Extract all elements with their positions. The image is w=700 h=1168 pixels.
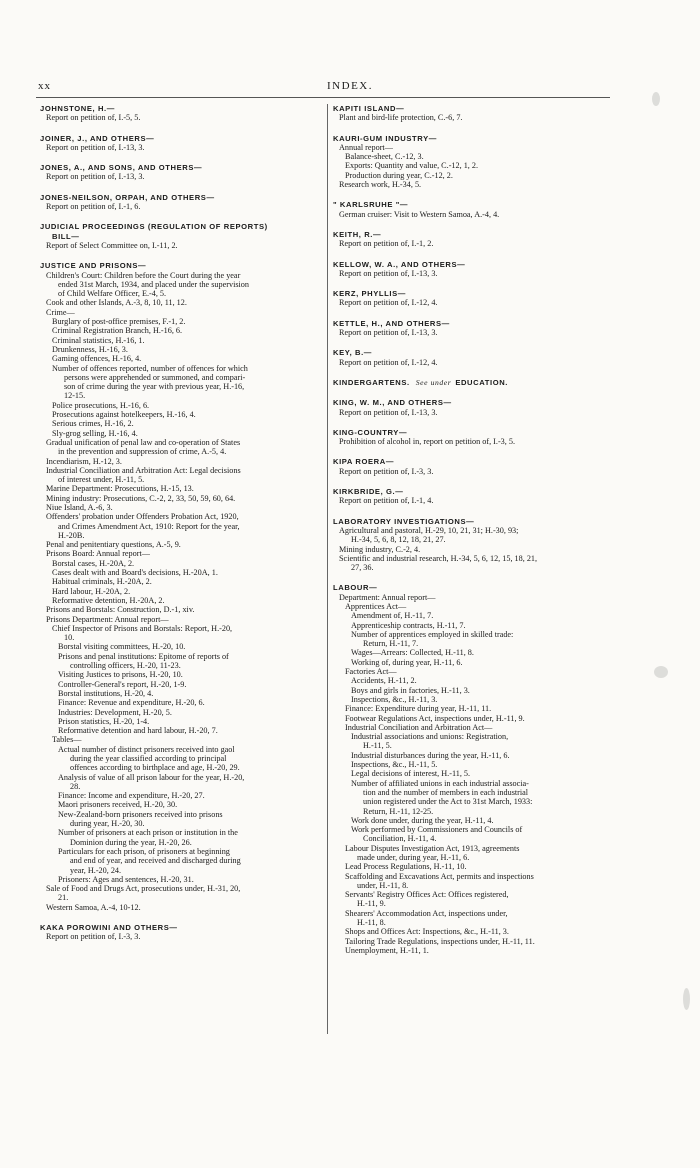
index-line: Hard labour, H.-20A, 2. — [52, 586, 131, 596]
index-line: Chief Inspector of Prisons and Borstals: Report, H.-20, — [52, 623, 233, 633]
see-reference-target: EDUCATION. — [455, 377, 508, 387]
index-line: Shops and Offices Act: Inspections, &c., H.-11, 3. — [345, 927, 509, 937]
index-line: Burglary of post-office premises, F.-1, 2. — [52, 317, 186, 327]
index-line: made under, during year, H.-11, 6. — [357, 853, 470, 862]
index-line: Agricultural and pastoral, H.-29, 10, 21, 31; H.-30, 93; — [339, 525, 519, 535]
index-line: BILL— — [52, 231, 80, 241]
index-line: Report on petition of, I.-13, 3. — [46, 142, 145, 152]
index-entry-heading: JUSTICE AND PRISONS— — [40, 261, 147, 271]
index-entry-heading: " KARLSRUHE "— — [333, 200, 409, 210]
index-line: tion and the number of members in each industrial — [363, 787, 529, 797]
index-line: 12-15. — [64, 391, 86, 401]
index-line: Prisons and penal institutions: Epitome of reports of — [58, 651, 229, 661]
index-line: Mining industry, C.-2, 4. — [339, 544, 421, 554]
index-line: under, H.-11, 8. — [357, 880, 409, 890]
index-entry-heading: KELLOW, W. A., AND OTHERS— — [333, 259, 466, 269]
index-line: year, H.-20, 24. — [70, 865, 122, 875]
index-line: Dominion during the year, H.-20, 26. — [70, 837, 192, 847]
index-line: Report on petition of, I.-1, 6. — [46, 202, 141, 212]
index-line: Report on petition of, I.-13, 3. — [339, 268, 438, 278]
index-line: Prisons Department: Annual report— — [46, 614, 169, 624]
index-line: Apprenticeship contracts, H.-11, 7. — [351, 620, 466, 630]
index-line: Report on petition of, I.-1, 2. — [339, 239, 434, 249]
index-line: Visiting Justices to prisons, H.-20, 10. — [58, 670, 183, 680]
index-line: 28. — [70, 781, 81, 791]
index-entry — [40, 923, 323, 942]
index-line: Mining industry: Prosecutions, C.-2, 2, 33, 50, 59, 60, 64. — [46, 493, 236, 503]
index-line: New-Zealand-born prisoners received into prisons — [58, 809, 223, 819]
index-line: H.-11, 5. — [363, 741, 392, 751]
index-line: Finance: Revenue and expenditure, H.-20, 6. — [58, 698, 205, 708]
index-line: Lead Process Regulations, H.-11, 10. — [345, 862, 467, 872]
paper-smudge — [652, 92, 660, 106]
index-entry — [333, 348, 610, 367]
index-line: Prisoners: Ages and sentences, H.-20, 31. — [58, 874, 194, 884]
index-line: Conciliation, H.-11, 4. — [363, 834, 437, 844]
index-line: Servants' Registry Offices Act: Offices registered, — [345, 890, 509, 900]
index-line: Controller-General's report, H.-20, 1-9. — [58, 679, 187, 689]
index-line: Scientific and industrial research, H.-34, 5, 6, 12, 15, 18, 21, — [339, 553, 538, 563]
index-entry-heading: KEITH, R.— — [333, 229, 382, 239]
index-line: in the prevention and suppression of crime, A.-5, 4. — [58, 447, 227, 457]
index-line: Borstal cases, H.-20A, 2. — [52, 558, 135, 568]
index-entry-heading: KINDERGARTENS. See under EDUCATION. — [333, 377, 508, 387]
index-entry — [333, 583, 610, 955]
index-line: Industrial disturbances during the year, H.-11, 6. — [351, 750, 510, 760]
index-entry — [333, 200, 610, 219]
index-line: Prison statistics, H.-20, 1-4. — [58, 716, 150, 726]
index-line: Industries: Development, H.-20, 5. — [58, 707, 172, 717]
index-line: German cruiser: Visit to Western Samoa, A.-4, 4. — [339, 209, 500, 219]
index-line: union registered under the Act to 31st March, 1933: — [363, 797, 533, 807]
index-line: Labour Disputes Investigation Act, 1913, agreements — [345, 843, 520, 853]
index-entry — [40, 193, 323, 212]
index-line: 27, 36. — [351, 563, 374, 573]
index-line: Crime— — [46, 307, 75, 317]
index-entry-heading: JONES-NEILSON, ORPAH, AND OTHERS— — [40, 192, 215, 202]
index-entry — [333, 398, 610, 417]
index-line: Criminal Registration Branch, H.-16, 6. — [52, 326, 183, 336]
index-entry — [40, 261, 323, 912]
index-line: Cases dealt with and Board's decisions, H.-20A, 1. — [52, 568, 218, 578]
index-line: and end of year, and received and discharged during — [70, 856, 241, 866]
index-line: Legal decisions of interest, H.-11, 5. — [351, 769, 471, 779]
index-entry — [333, 428, 610, 447]
index-line: Report on petition of, I.-3, 3. — [339, 466, 434, 476]
index-line: Number of apprentices employed in skilled trade: — [351, 629, 514, 639]
index-line: Work done under, during the year, H.-11, 4. — [351, 815, 494, 825]
index-line: H.-11, 8. — [357, 918, 386, 928]
header-rule — [36, 97, 610, 98]
index-line: Plant and bird-life protection, C.-6, 7. — [339, 113, 463, 123]
index-entry — [40, 134, 323, 153]
index-line: Working of, during year, H.-11, 6. — [351, 657, 463, 667]
index-line: Serious crimes, H.-16, 2. — [52, 419, 134, 429]
index-line: Incendiarism, H.-12, 3. — [46, 456, 122, 466]
index-line: Number of prisoners at each prison or institution in the — [58, 828, 238, 838]
index-line: Police prosecutions, H.-16, 6. — [52, 400, 150, 410]
index-line: Finance: Income and expenditure, H.-20, 27. — [58, 791, 205, 801]
index-line: ended 31st March, 1934, and placed under the supervision — [58, 279, 249, 289]
left-column — [40, 104, 323, 953]
index-line: Department: Annual report— — [339, 592, 436, 602]
index-line: Report on petition of, I.-3, 3. — [46, 932, 141, 942]
index-line: during year, H.-20, 30. — [70, 819, 145, 829]
index-entry-heading: KAURI-GUM INDUSTRY— — [333, 133, 437, 143]
index-entry-heading: JOHNSTONE, H.— — [40, 104, 115, 113]
index-line: Research work, H.-34, 5. — [339, 180, 422, 190]
index-line: Sale of Food and Drugs Act, prosecutions under, H.-31, 20, — [46, 884, 241, 894]
column-divider — [327, 104, 328, 1034]
index-line: Work performed by Commissioners and Councils of — [351, 825, 523, 835]
index-line: Reformative detention, H.-20A, 2. — [52, 595, 165, 605]
page-title: INDEX. — [327, 80, 373, 92]
index-line: controlling officers, H.-20, 11-23. — [70, 661, 181, 671]
index-line: Industrial Conciliation and Arbitration Act— — [345, 722, 493, 732]
paper-smudge — [654, 666, 668, 678]
index-line: Accidents, H.-11, 2. — [351, 676, 417, 686]
index-line: Industrial associations and unions: Registration, — [351, 732, 509, 742]
index-line: Shearers' Accommodation Act, inspections under, — [345, 908, 508, 918]
index-line: Maori prisoners received, H.-20, 30. — [58, 800, 178, 810]
index-line: Children's Court: Children before the Court during the year — [46, 270, 241, 280]
right-column — [333, 104, 610, 966]
index-line: Habitual criminals, H.-20A, 2. — [52, 577, 152, 587]
index-line: Report on petition of, I.-1, 4. — [339, 496, 434, 506]
index-line: Amendment of, H.-11, 7. — [351, 611, 434, 621]
index-line: 10. — [64, 633, 75, 643]
index-line: son of crime during the year with previous year, H.-16, — [64, 382, 245, 392]
index-line: and Crimes Amendment Act, 1910: Report for the year, — [58, 521, 240, 531]
index-entry — [333, 517, 610, 573]
index-line: Exports: Quantity and value, C.-12, 1, 2. — [345, 161, 479, 171]
index-line: Apprentices Act— — [345, 601, 407, 611]
index-line: Inspections, &c., H.-11, 3. — [351, 694, 438, 704]
index-line: Reformative detention and hard labour, H.-20, 7. — [58, 726, 218, 736]
index-line: Scaffolding and Excavations Act, permits and inspections — [345, 871, 534, 881]
index-line: Niue Island, A.-6, 3. — [46, 502, 113, 512]
index-entry-heading: JUDICIAL PROCEEDINGS (REGULATION OF REPORTS) — [40, 222, 268, 232]
index-line: Report of Select Committee on, I.-11, 2. — [46, 240, 178, 250]
index-line: Factories Act— — [345, 667, 397, 677]
index-line: Report on petition of, I.-13, 3. — [339, 328, 438, 338]
index-line: Criminal statistics, H.-16, 1. — [52, 335, 145, 345]
index-line: Prohibition of alcohol in, report on petition of, I.-3, 5. — [339, 437, 516, 447]
index-entry — [333, 134, 610, 190]
index-entry-heading: JONES, A., AND SONS, AND OTHERS— — [40, 163, 203, 173]
index-line: H.-20B. — [58, 530, 85, 540]
index-line: Production during year, C.-12, 2. — [345, 170, 453, 180]
index-line: Sly-grog selling, H.-16, 4. — [52, 428, 138, 438]
index-entry — [333, 378, 610, 387]
index-entry — [333, 457, 610, 476]
index-line: Gaming offences, H.-16, 4. — [52, 354, 142, 364]
index-entry — [333, 319, 610, 338]
index-line: Unemployment, H.-11, 1. — [345, 945, 429, 955]
index-line: Prisons and Borstals: Construction, D.-1, xiv. — [46, 605, 195, 615]
index-line: Report on petition of, I.-5, 5. — [46, 113, 141, 123]
index-entry-heading: KETTLE, H., AND OTHERS— — [333, 318, 450, 328]
index-line: Cook and other Islands, A.-3, 8, 10, 11, 12. — [46, 298, 187, 308]
index-line: Boys and girls in factories, H.-11, 3. — [351, 685, 470, 695]
index-line: Western Samoa, A.-4, 10-12. — [46, 902, 141, 912]
index-line: Number of offences reported, number of offences for which — [52, 363, 248, 373]
index-line: Particulars for each prison, of prisoners at beginning — [58, 846, 230, 856]
index-line: Penal and penitentiary questions, A.-5, 9. — [46, 540, 181, 550]
index-line: Prisons Board: Annual report— — [46, 549, 150, 559]
index-entry-heading: JOINER, J., AND OTHERS— — [40, 133, 155, 143]
index-line: Drunkenness, H.-16, 3. — [52, 344, 128, 354]
index-entry — [333, 230, 610, 249]
index-entry-heading: KERZ, PHYLLIS— — [333, 289, 406, 299]
page-number: xx — [38, 80, 51, 92]
index-line: Report on petition of, I.-12, 4. — [339, 298, 438, 308]
index-line: Number of affiliated unions in each industrial associa- — [351, 778, 529, 788]
index-entry-heading: KIPA ROERA— — [333, 457, 395, 467]
index-entry — [333, 260, 610, 279]
index-line: offences according to birthplace and age, H.-20, 29. — [70, 763, 240, 773]
index-entry — [40, 104, 323, 123]
index-line: Prosecutions against hotelkeepers, H.-16, 4. — [52, 410, 196, 420]
index-entry-heading: KING, W. M., AND OTHERS— — [333, 398, 452, 408]
index-line: Borstal visiting committees, H.-20, 10. — [58, 642, 186, 652]
index-entry-heading: KEY, B.— — [333, 348, 372, 358]
index-entry — [333, 289, 610, 308]
index-line: Report on petition of, I.-13, 3. — [46, 172, 145, 182]
index-line: Return, H.-11, 12-25. — [363, 806, 434, 816]
index-entry — [333, 487, 610, 506]
index-line: Report on petition of, I.-12, 4. — [339, 357, 438, 367]
index-entry — [40, 163, 323, 182]
index-entry-heading: KIRKBRIDE, G.— — [333, 487, 404, 497]
index-line: Borstal institutions, H.-20, 4. — [58, 688, 154, 698]
index-line: 21. — [58, 893, 69, 903]
index-line: H.-11, 9. — [357, 899, 386, 909]
index-entry-heading: KAKA POROWINI AND OTHERS— — [40, 923, 178, 933]
index-entry — [333, 104, 610, 123]
index-line: Marine Department: Prosecutions, H.-15, 13. — [46, 484, 194, 494]
index-entry-heading: KING-COUNTRY— — [333, 427, 408, 437]
index-line: Annual report— — [339, 142, 393, 152]
index-line: Finance: Expenditure during year, H.-11, 11. — [345, 704, 492, 714]
index-line: Balance-sheet, C.-12, 3. — [345, 152, 424, 162]
index-line: of interest under, H.-11, 5. — [58, 475, 145, 485]
index-line: Tailoring Trade Regulations, inspections under, H.-11, 11. — [345, 936, 535, 946]
paper-smudge — [683, 988, 690, 1010]
index-line: Inspections, &c., H.-11, 5. — [351, 760, 438, 770]
index-line: persons were apprehended or summoned, and compari- — [64, 372, 246, 382]
index-line: Actual number of distinct prisoners received into gaol — [58, 744, 235, 754]
index-entry — [40, 222, 323, 250]
index-line: Report on petition of, I.-13, 3. — [339, 407, 438, 417]
index-line: Gradual unification of penal law and co-operation of States — [46, 437, 241, 447]
index-entry-heading: LABOUR— — [333, 583, 378, 593]
index-line: Wages—Arrears: Collected, H.-11, 8. — [351, 648, 474, 658]
index-line: H.-34, 5, 6, 8, 12, 18, 21, 27. — [351, 535, 446, 545]
index-line: during the year classified according to principal — [70, 754, 227, 763]
index-line: Offenders' probation under Offenders Probation Act, 1920, — [46, 512, 239, 522]
index-line: Footwear Regulations Act, inspections under, H.-11, 9. — [345, 713, 525, 723]
index-entry-heading: KAPITI ISLAND— — [333, 104, 405, 113]
index-line: Return, H.-11, 7. — [363, 639, 419, 649]
index-line: Analysis of value of all prison labour for the year, H.-20, — [58, 772, 245, 782]
index-line: of Child Welfare Officer, E.-4, 5. — [58, 289, 167, 299]
index-line: Tables— — [52, 735, 82, 745]
see-reference: See under — [415, 377, 452, 387]
index-line: Industrial Conciliation and Arbitration Act: Legal decisions — [46, 465, 241, 475]
index-entry-heading: LABORATORY INVESTIGATIONS— — [333, 516, 475, 526]
